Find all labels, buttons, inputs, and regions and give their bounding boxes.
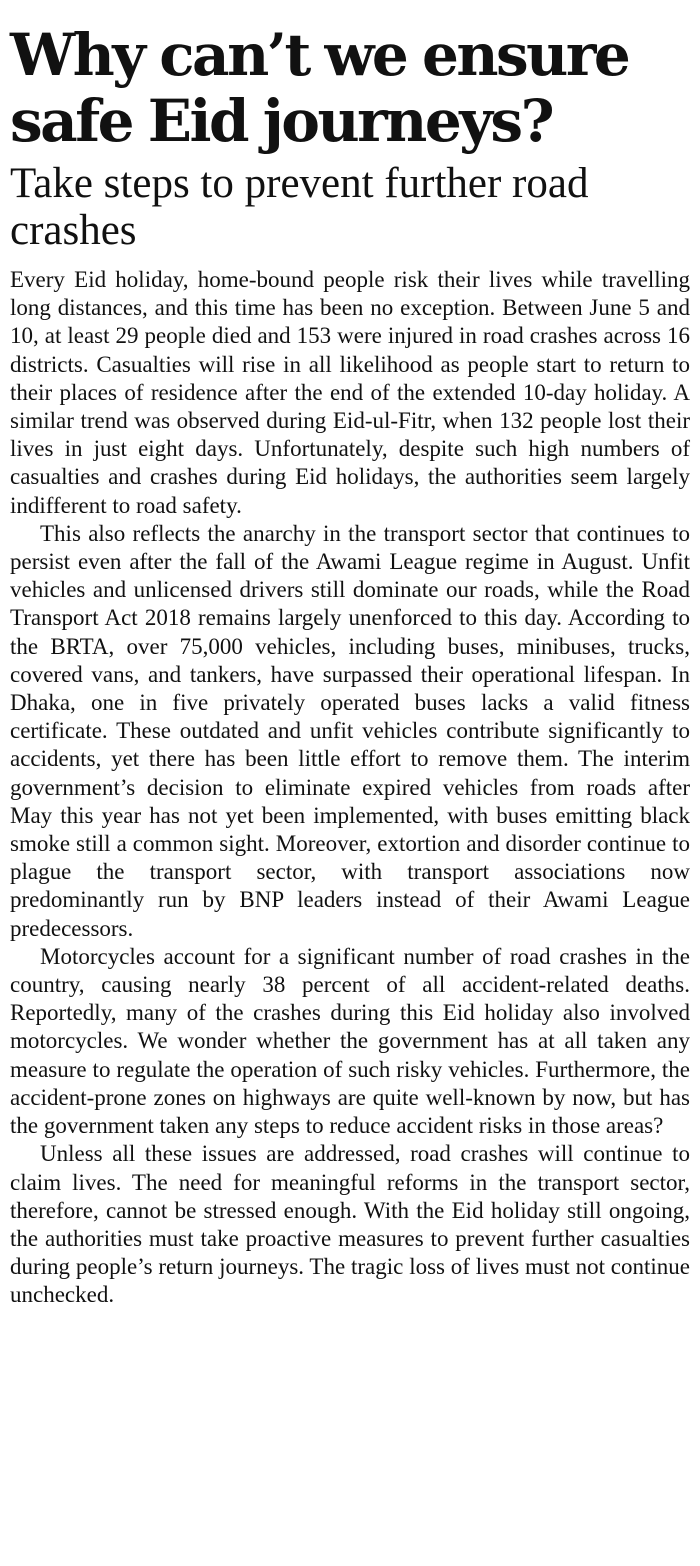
body-paragraph: Unless all these issues are addressed, road crashes will continue to claim lives. The need for meaningful reforms in the transport sector, therefore, cannot be stressed enough. With the Eid holiday still ongoing, the authorities must take proactive measures to prevent further casualties during people’s return journeys. The tragic loss of lives must not continue unchecked.: [10, 1141, 690, 1308]
headline: Why can’t we ensure safe Eid journeys?: [10, 21, 629, 155]
body-paragraph: Motorcycles account for a significant number of road crashes in the country, causing nearly 38 percent of all accident-related deaths. Reportedly, many of the crashes during this Eid holiday also involved motorcycles. We wonder whether the government has at all taken any measure to regulate the operation of such risky vehicles. Furthermore, the accident-prone zones on highways are quite well-known by now, but has the government taken any steps to reduce accident risks in those areas?: [10, 943, 690, 1139]
body-paragraph: Every Eid holiday, home-bound people risk their lives while travelling long distances, and this time has been no exception. Between June 5 and 10, at least 29 people died and 153 were injured in road crashes across 16 districts. Casualties will rise in all likelihood as people start to return to their places of residence after the end of the extended 10-day holiday. A similar trend was observed during Eid-ul-Fitr, when 132 people lost their lives in just eight days. Unfortunately, despite such high numbers of casualties and crashes during Eid holidays, the authorities seem largely indifferent to road safety.: [10, 267, 690, 518]
article-body: [10, 266, 690, 1310]
body-paragraph: This also reflects the anarchy in the transport sector that continues to persist even after the fall of the Awami League regime in August. Unfit vehicles and unlicensed drivers still dominate our roads, while the Road Transport Act 2018 remains largely unenforced to this day. According to the BRTA, over 75,000 vehicles, including buses, minibuses, trucks, covered vans, and tankers, have surpassed their operational lifespan. In Dhaka, one in five privately operated buses lacks a valid fitness certificate. These outdated and unfit vehicles contribute significantly to accidents, yet there has been little effort to remove them. The interim government’s decision to eliminate expired vehicles from roads after May this year has not yet been implemented, with buses emitting black smoke still a common sight. Moreover, extortion and disorder continue to plague the transport sector, with transport associations now predominantly run by BNP leaders instead of their Awami League predecessors.: [10, 520, 690, 941]
subheadline: Take steps to prevent further road crashes: [10, 160, 589, 254]
